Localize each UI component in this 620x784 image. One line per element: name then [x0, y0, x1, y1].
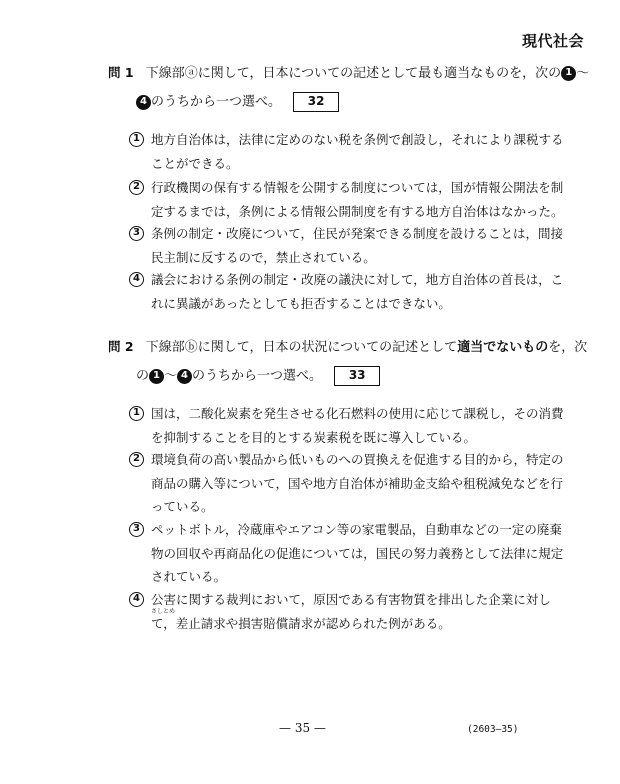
question-1-line-1	[108, 66, 589, 81]
range-separator: ～	[164, 368, 178, 384]
option-text: 議会における条例の制定・改廃の議決に対して，地方自治体の首長は，これに異議があったとしても拒否することはできない。	[151, 272, 564, 311]
exam-code: (2603—35)	[467, 724, 519, 735]
range-end-circle: 4	[177, 369, 192, 384]
q1-option-4	[133, 268, 571, 315]
option-text: 環境負荷の高い製品から低いものへの買換えを促進する目的から，特定の商品の購入等について，国や地方自治体が補助金支給や租税減免などを行っている。	[151, 452, 564, 514]
option-text: ペットボトル，冷蔵庫やエアコン等の家電製品，自動車などの一定の廃棄物の回収や再商品化の促進については，国民の努力義務として法律に規定されている。	[151, 522, 564, 584]
q2-option-1	[133, 402, 571, 449]
option-number-2: 2	[129, 452, 144, 467]
question-2-emphasis: 適当でないもの	[457, 340, 549, 355]
q2-option-2	[133, 448, 571, 519]
option-number-1: 1	[129, 406, 144, 421]
q2-option-3	[133, 518, 571, 589]
option-text: 公害に関する裁判において，原因である有害物質を排出した企業に対して，差止請求や損害賠償請求が認められた例がある。	[151, 592, 551, 631]
range-start-circle: 1	[149, 369, 164, 384]
question-1-prompt-end: のうちから一つ選べ。	[151, 94, 282, 110]
question-2-prompt: 下線部ⓑに関して，日本の状況についての記述として	[145, 340, 458, 355]
option-number-4: 4	[129, 272, 144, 287]
question-2-prompt-end: のうちから一つ選べ。	[192, 368, 323, 384]
question-2-line-1	[108, 340, 587, 354]
option-text: 行政機関の保有する情報を公開する制度については，国が情報公開法を制定するまでは，条例による情報公開制度を有する地方自治体はなかった。	[151, 180, 564, 219]
q1-option-3	[133, 222, 571, 269]
question-2-label: 問 2	[108, 339, 134, 354]
question-1-prompt: 下線部ⓐに関して，日本についての記述として最も適当なものを，次の	[145, 66, 562, 81]
option-number-1: 1	[129, 132, 144, 147]
page-number: — 35 —	[279, 721, 326, 735]
option-number-2: 2	[129, 180, 144, 195]
answer-box-32: 32	[293, 92, 339, 112]
q1-option-1	[133, 128, 571, 175]
option-number-3: 3	[129, 226, 144, 241]
option-text: 国は，二酸化炭素を発生させる化石燃料の使用に応じて課税し，その消費を抑制することを目的とする炭素税を既に導入している。	[151, 406, 564, 445]
q2-option-4	[133, 588, 571, 635]
range-separator: ～	[576, 66, 590, 81]
option-number-4: 4	[129, 592, 144, 607]
option-text: 条例の制定・改廃について，住民が発案できる制度を設けることは，間接民主制に反するので，禁止されている。	[151, 226, 564, 265]
range-start-circle: 1	[561, 66, 576, 81]
answer-box-33: 33	[334, 366, 380, 386]
question-1-label: 問 1	[108, 65, 134, 80]
subject-title: 現代社会	[521, 32, 584, 50]
ruby-sashitome: さしとめ	[151, 608, 176, 615]
option-text: 地方自治体は，法律に定めのない税を条例で創設し，それにより課税することができる。	[151, 132, 564, 171]
option-number-3: 3	[129, 522, 144, 537]
q1-option-2	[133, 176, 571, 223]
question-2-prompt-no: の	[136, 368, 150, 384]
question-1-line-2	[136, 92, 339, 112]
question-2-prompt-tail: を，次	[548, 340, 588, 355]
question-2-line-2	[136, 366, 380, 386]
range-end-circle: 4	[136, 95, 151, 110]
